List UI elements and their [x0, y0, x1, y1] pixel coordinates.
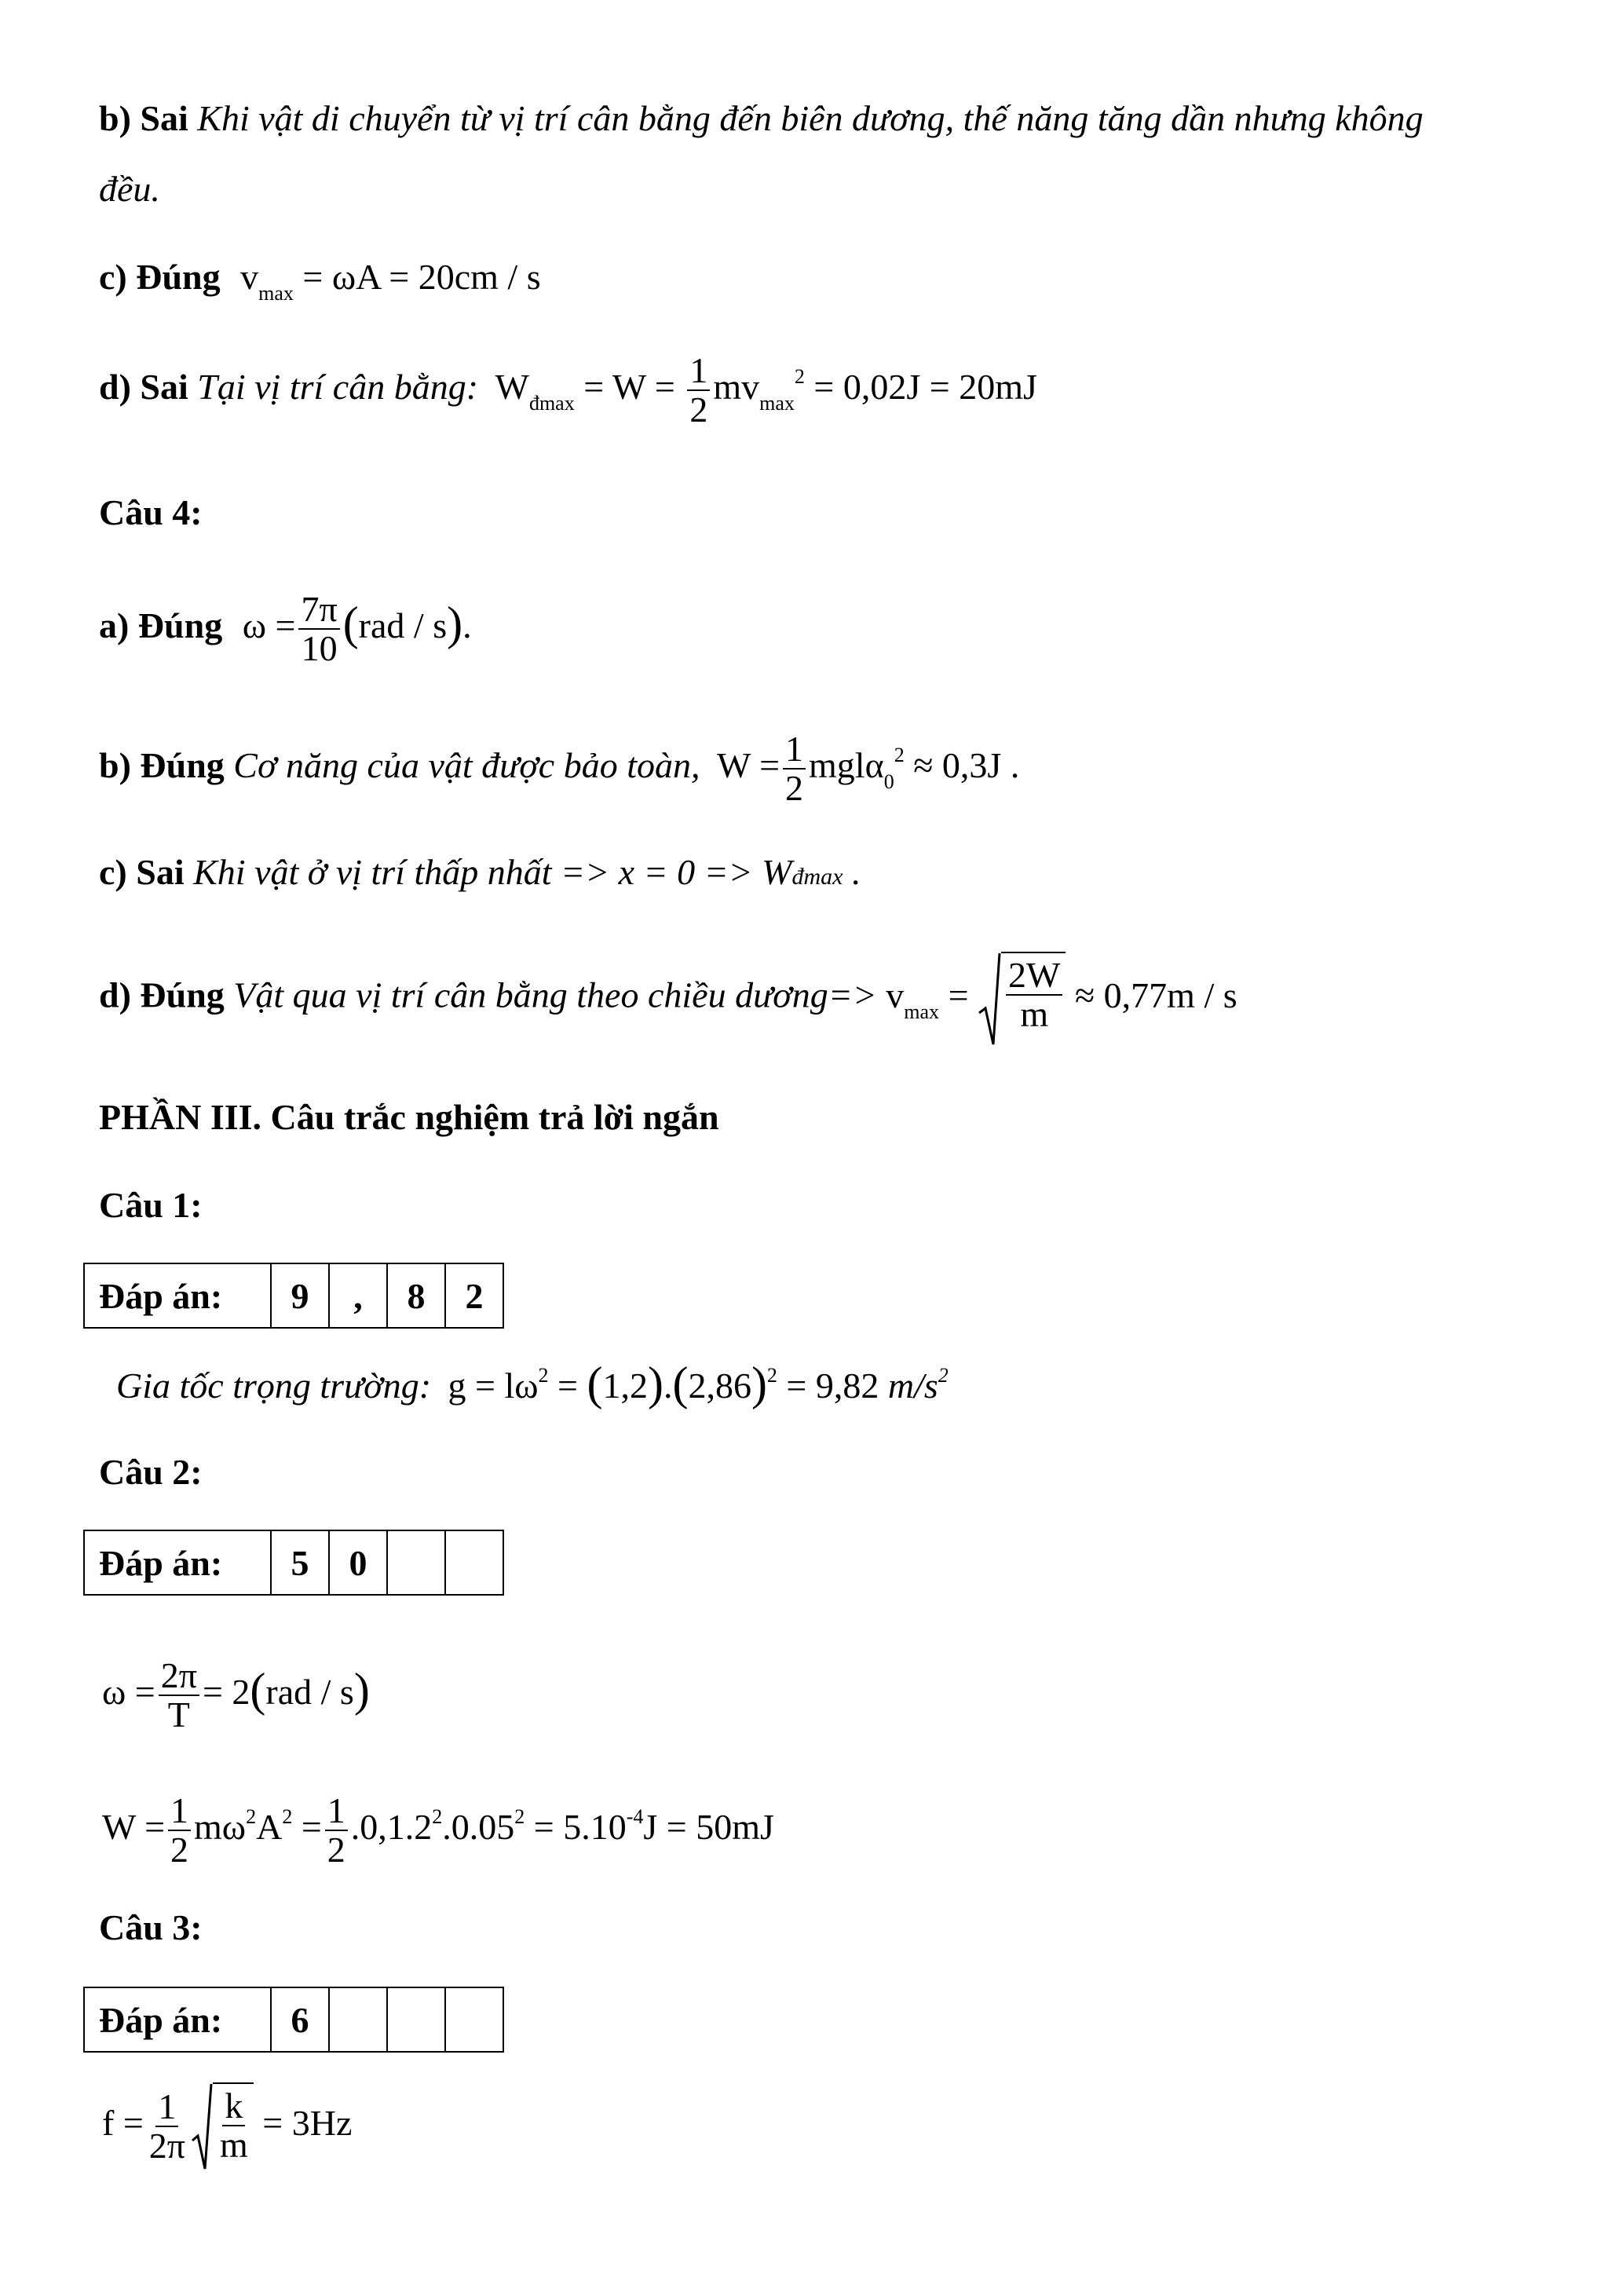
q4-a-label: a) Đúng — [99, 605, 223, 645]
q3-d-mv: mv — [713, 366, 760, 407]
answer-cell: 8 — [387, 1263, 445, 1328]
q3-d-eq: = W = — [583, 366, 675, 407]
q3-c-label: c) Đúng — [99, 257, 221, 297]
q4-d-line — [99, 952, 1237, 1046]
p3-q1-p1: 1,2 — [602, 1366, 648, 1406]
q4-d-label: d) Đúng — [99, 974, 225, 1015]
p3-q2-f1-unit: rad / s — [265, 1671, 354, 1712]
answer-cell: 6 — [271, 1987, 329, 2052]
p3-q2-f2-fraction2: $\frac{1}{2}$ — [325, 1792, 348, 1870]
p3-q2-f1-rhs: = 2 — [202, 1671, 250, 1712]
q3-d-W: W — [495, 366, 529, 407]
q4-title: Câu 4: — [99, 492, 203, 532]
q4-a-line: a) Đúng ω = $\frac{7\pi}{10}$ (rad / s). — [99, 589, 472, 669]
answer-label: Đáp án: — [84, 1530, 271, 1595]
answer-label: Đáp án: — [84, 1263, 271, 1328]
q3-b-text-cont: đều. — [99, 169, 160, 209]
p3-q2-formula1: ω = $\frac{2\pi}{T}$ = 2(rad / s) — [102, 1655, 370, 1735]
q3-d-label: d) Sai — [99, 366, 188, 407]
q4-b-fraction: $\frac{1}{2}$ — [783, 730, 806, 808]
answer-cell — [387, 1530, 445, 1595]
q4-b-text: Cơ năng của vật được bảo toàn, — [233, 744, 700, 785]
p3-q1-lhs: g = lω — [448, 1366, 539, 1406]
p3-q2-f1-fraction: $\frac{2\pi}{T}$ — [159, 1657, 199, 1735]
p3-q2-title: Câu 2: — [99, 1452, 203, 1492]
q4-b-sq: 2 — [894, 743, 905, 766]
p3-q3-fraction: $\frac{1}{2\pi}$ — [148, 2086, 185, 2166]
q4-b-label: b) Đúng — [99, 744, 225, 785]
q4-a-end: . — [462, 605, 472, 645]
q4-d-rhs: ≈ 0,77m / s — [1074, 974, 1237, 1015]
q3-d-mvsub: max — [759, 391, 795, 415]
q3-c-rhs: = ωA = 20cm / s — [302, 257, 541, 297]
q3-d-line — [99, 352, 1037, 430]
q4-a-fraction: $\frac{7\pi}{10}$ — [298, 590, 339, 668]
answer-cell — [445, 1987, 503, 2052]
q3-d-rhs: = 0,02J = 20mJ — [813, 366, 1037, 407]
q3-b-label: b) Sai — [99, 98, 188, 138]
p3-q3-answer-table — [83, 1987, 504, 2053]
answer-cell: 0 — [329, 1530, 387, 1595]
p3-q2-formula2: W = $\frac{1}{2}$ $m\omega^2A^2$ = $\frac{1}{2}$ $.0,1.2^2.0.05^2 = 5.10^{-4}J = 50mJ$ — [102, 1790, 774, 1870]
q4-b-mgl: mglα — [809, 744, 884, 785]
q4-d-v: v — [886, 974, 905, 1015]
q3-b-line-cont — [99, 171, 160, 207]
q4-d-eq: = — [948, 974, 969, 1015]
p3-q2-f2-end: J = 50mJ — [643, 1806, 774, 1847]
answer-cell — [387, 1987, 445, 2052]
q4-d-sqrt: $\frac{2W}{m}$ — [978, 952, 1066, 1046]
q3-c-vsub: max — [258, 282, 294, 305]
q3-d-fraction: $\frac{1}{2}$ — [687, 352, 710, 430]
answer-label: Đáp án: — [84, 1987, 271, 2052]
answer-cell: 9 — [271, 1263, 329, 1328]
p3-q2-f2-fraction: $\frac{1}{2}$ — [168, 1792, 191, 1870]
answer-cell: 2 — [445, 1263, 503, 1328]
q3-d-Wsub: đmax — [528, 391, 575, 415]
answer-cell: , — [329, 1263, 387, 1328]
answer-cell — [329, 1987, 387, 2052]
q4-a-unit: rad / s — [358, 605, 448, 645]
p3-q2-f1-lhs: ω = — [102, 1671, 155, 1712]
q3-c-line — [99, 257, 541, 305]
q3-b-line — [99, 98, 1424, 138]
q4-c-end: . — [843, 852, 861, 892]
q3-b-text: Khi vật di chuyển từ vị trí cân bằng đến biên dương, thế năng tăng dần nhưng không — [197, 98, 1424, 138]
q4-c-label: c) Sai — [99, 852, 185, 892]
q4-c-text: Khi vật ở vị trí thấp nhất => x = 0 => W — [193, 852, 792, 892]
q3-d-text: Tại vị trí cân bằng: — [197, 366, 479, 407]
p3-q1-sq: 2 — [538, 1364, 549, 1387]
part3-title: PHẦN III. Câu trắc nghiệm trả lời ngắn — [99, 1097, 719, 1137]
p3-q1-title: Câu 1: — [99, 1185, 203, 1225]
p3-q1-p2: 2,86 — [688, 1366, 751, 1406]
answer-cell — [445, 1530, 503, 1595]
answer-cell: 5 — [271, 1530, 329, 1595]
q3-d-sq: 2 — [794, 364, 805, 388]
p3-q3-rhs: = 3Hz — [262, 2102, 353, 2143]
q4-c-sub: đmax — [791, 864, 843, 890]
p3-q3-lhs: f = — [102, 2102, 144, 2143]
p3-q1-unit: m/s — [887, 1366, 938, 1406]
p3-q1-text: Gia tốc trọng trường: — [116, 1366, 432, 1406]
q4-b-alpha-sub: 0 — [883, 770, 894, 793]
q4-a-omega: ω = — [242, 605, 296, 645]
p3-q3-title: Câu 3: — [99, 1907, 203, 1947]
q3-c-v: v — [240, 257, 259, 297]
p3-q3-sqrt: $\frac{k}{m}$ — [191, 2082, 254, 2170]
q4-b-lhs: W = — [716, 744, 780, 785]
p3-q3-formula — [102, 2082, 352, 2170]
p3-q2-f2-lhs: W = — [102, 1806, 166, 1847]
q4-b-rhs: ≈ 0,3J . — [913, 744, 1020, 785]
p3-q1-formula: Gia tốc trọng trường: $g = l\omega^2 = (1,2).(2,86)^2 = 9,82$ $m/s^2$ — [116, 1358, 949, 1409]
q4-b-line — [99, 730, 1019, 808]
p3-q1-answer-table — [83, 1263, 504, 1329]
q4-d-text: Vật qua vị trí cân bằng theo chiều dương=> — [233, 974, 877, 1015]
p3-q1-rhs: = 9,82 — [777, 1366, 879, 1406]
q4-c-line — [99, 854, 861, 890]
q4-d-vsub: max — [904, 1000, 940, 1023]
p3-q2-answer-table — [83, 1530, 504, 1596]
